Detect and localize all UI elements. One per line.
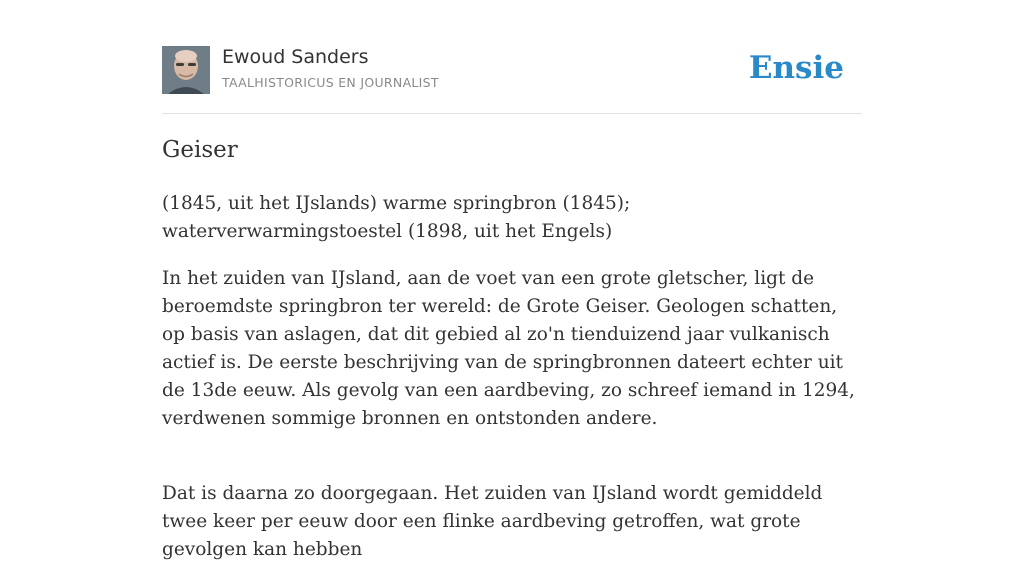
paragraph-gap bbox=[162, 452, 864, 480]
entry-definition: (1845, uit het IJslands) warme springbron (1845); waterverwarmingstoestel (1898, uit het Engels) bbox=[162, 193, 631, 242]
header-divider bbox=[162, 113, 862, 114]
avatar[interactable] bbox=[162, 46, 210, 94]
avatar-portrait bbox=[162, 46, 210, 94]
entry-paragraph: Dat is daarna zo doorgegaan. Het zuiden van IJsland wordt gemiddeld twee keer per eeuw door een flinke aardbeving getroffen, wat grote gevolgen kan hebben bbox=[162, 483, 823, 560]
entry-title: Geiser bbox=[162, 137, 238, 163]
entry-paragraph: In het zuiden van IJsland, aan de voet van een grote gletscher, ligt de beroemdste springbron ter wereld: de Grote Geiser. Geologen schatten, op basis van aslagen, dat dit gebied al zo'n tienduizend jaar vulkanisch actief is. De eerste beschrijving van de springbronnen dateert echter uit de 13de eeuw. Als gevolg van een aardbeving, zo schreef iemand in 1294, verdwenen sommige bronnen en ontstonden andere. bbox=[162, 268, 855, 429]
author-name[interactable]: Ewoud Sanders bbox=[222, 46, 369, 68]
brand-logo[interactable]: Ensie bbox=[748, 50, 844, 86]
entry-content bbox=[162, 190, 864, 583]
author-role: TAALHISTORICUS EN JOURNALIST bbox=[222, 75, 439, 90]
header bbox=[162, 46, 862, 96]
